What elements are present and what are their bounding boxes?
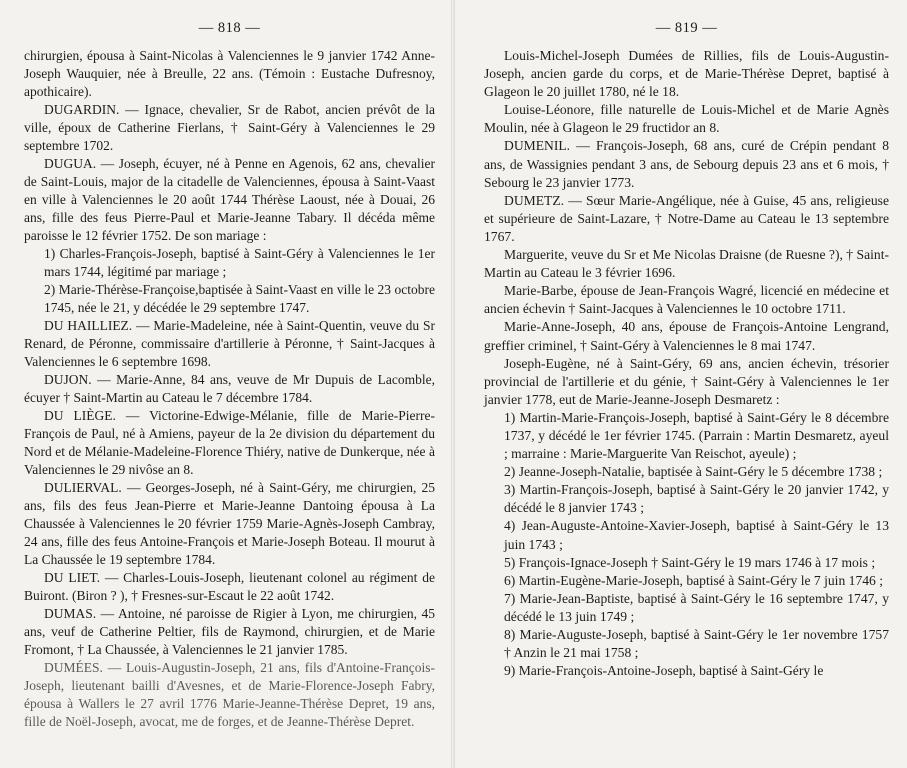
entry-paragraph: Marie-Anne-Joseph, 40 ans, épouse de François-Antoine Lengrand, greffier criminel, † Saint-Géry à Valenciennes le 8 mai 1747. bbox=[484, 319, 889, 353]
entry-child: 3) Martin-François-Joseph, baptisé à Saint-Géry le 20 janvier 1742, y décédé le 8 janvier 1743 ; bbox=[504, 482, 889, 516]
entry-dumees: DUMÉES. — Louis-Augustin-Joseph, 21 ans, fils d'Antoine-François-Joseph, lieutenant bailli d'Avesnes, et de Marie-Florence-Joseph Fabry, épousa à Wallers le 27 avril 1776 Marie-Jeanne-Thérèse Depret, 19 ans, fille de Noël-Joseph, avocat, me de forges, et de Jeanne-Thérèse Depret. bbox=[24, 660, 435, 729]
entry-child: 1) Charles-François-Joseph, baptisé à Saint-Géry à Valenciennes le 1er mars 1744, légitimé par mariage ; bbox=[44, 246, 435, 279]
entry-dumenil: DUMENIL. — François-Joseph, 68 ans, curé de Crépin pendant 8 ans, de Wassignies pendant 3 ans, de Sebourg depuis 23 ans et 6 mois, † Sebourg le 23 janvier 1773. bbox=[484, 138, 889, 190]
entry-dugua: DUGUA. — Joseph, écuyer, né à Penne en Agenois, 62 ans, chevalier de Saint-Louis, major de la citadelle de Valenciennes, épousa à Saint-Vaast en ville à Valenciennes le 20 août 1744 Thérèse Laoust, née à Douai, 26 ans, fille des feus Pierre-Paul et Marie-Jeanne Tabary. Il décéda même paroisse le 12 février 1752. De son mariage : bbox=[24, 156, 435, 243]
entry-dulierval: DULIERVAL. — Georges-Joseph, né à Saint-Géry, me chirurgien, 25 ans, fils des feus Jean-Pierre et Marie-Jeanne Dantoing épousa à La Chaussée à Valenciennes le 20 février 1759 Marie-Agnès-Joseph Cambray, 24 ans, fille des feus Antoine-François et Marie-Joseph Boteau. Il mourut à La Chaussée le 19 septembre 1784. bbox=[24, 480, 435, 567]
entry-dumetz: DUMETZ. — Sœur Marie-Angélique, née à Guise, 45 ans, religieuse et supérieure de Saint-Lazare, † Notre-Dame au Cateau le 13 septembre 1767. bbox=[484, 192, 889, 244]
entry-dugardin: DUGARDIN. — Ignace, chevalier, Sr de Rabot, ancien prévôt de la ville, époux de Catherine Fierlans, † Saint-Géry à Valenciennes le 29 septembre 1702. bbox=[24, 102, 435, 153]
entry-paragraph: chirurgien, épousa à Saint-Nicolas à Valenciennes le 9 janvier 1742 Anne-Joseph Wauquier, née à Breulle, 22 ans. (Témoin : Eustache Dufresnoy, apothicaire). bbox=[24, 48, 435, 99]
entry-du-liet: DU LIET. — Charles-Louis-Joseph, lieutenant colonel au régiment de Buiront. (Biron ? ), † Fresnes-sur-Escaut le 22 août 1742. bbox=[24, 570, 435, 603]
page-number-right: — 819 — bbox=[655, 20, 718, 36]
right-page bbox=[454, 0, 907, 768]
entry-paragraph: Louis-Michel-Joseph Dumées de Rillies, fils de Louis-Augustin-Joseph, ancien garde du corps, et de Marie-Thérèse Depret, baptisé à Glageon le 20 juillet 1780, né le 18. bbox=[484, 48, 889, 100]
entry-child: 8) Marie-Auguste-Joseph, baptisé à Saint-Géry le 1er novembre 1757 † Anzin le 21 mai 1758 ; bbox=[504, 627, 889, 661]
entry-child: 2) Jeanne-Joseph-Natalie, baptisée à Saint-Géry le 5 décembre 1738 ; bbox=[504, 464, 883, 480]
entry-child: 1) Martin-Marie-François-Joseph, baptisé à Saint-Géry le 8 décembre 1737, y décédé le 1er février 1745. (Parrain : Martin Desmaretz, ayeul ; marraine : Marie-Marguerite Van Reischot, ayeule) ; bbox=[504, 409, 889, 462]
entry-paragraph: Louise-Léonore, fille naturelle de Louis-Michel et de Marie Agnès Moulin, née à Glageon le 29 fructidor an 8. bbox=[484, 102, 889, 136]
entry-dumas: DUMAS. — Antoine, né paroisse de Rigier à Lyon, me chirurgien, 45 ans, veuf de Catherine Peltier, fils de Raymond, chirurgien, et de Marie Fromont, † La Chaussée, à Valenciennes le 21 janvier 1785. bbox=[24, 606, 435, 657]
entry-paragraph: Marguerite, veuve du Sr et Me Nicolas Draisne (de Ruesne ?), † Saint-Martin au Cateau le 3 février 1696. bbox=[484, 247, 889, 281]
entry-paragraph: Joseph-Eugène, né à Saint-Géry, 69 ans, ancien échevin, trésorier provincial de l'artillerie et du génie, † Saint-Géry à Valenciennes le 1er janvier 1778, eut de Marie-Jeanne-Joseph Desmaretz : bbox=[484, 355, 889, 407]
entry-child: 7) Marie-Jean-Baptiste, baptisé à Saint-Géry le 16 septembre 1747, y décédé le 13 juin 1749 ; bbox=[504, 590, 889, 624]
left-page bbox=[0, 0, 453, 768]
entry-child: 2) Marie-Thérèse-Françoise,baptisée à Saint-Vaast en ville le 23 octobre 1745, née le 21, y décédée le 29 septembre 1747. bbox=[44, 282, 435, 315]
page-number-left: — 818 — bbox=[198, 20, 261, 36]
entry-du-liege: DU LIÈGE. — Victorine-Edwige-Mélanie, fille de Marie-Pierre-François de Paul, né à Amiens, payeur de la 2e division du département du Nord et de Mélanie-Madeleine-Florence Thiéry, native de Dunkerque, née à Valenciennes le 29 nivôse an 8. bbox=[24, 408, 435, 477]
entry-du-hailliez: DU HAILLIEZ. — Marie-Madeleine, née à Saint-Quentin, veuve du Sr Renard, de Péronne, commissaire d'artillerie à Péronne, † Saint-Jacques à Valenciennes le 6 septembre 1698. bbox=[24, 318, 435, 369]
entry-paragraph: Marie-Barbe, épouse de Jean-François Wagré, licencié en médecine et ancien échevin † Saint-Jacques à Valenciennes le 10 octobre 1711. bbox=[484, 283, 889, 317]
entry-child: 4) Jean-Auguste-Antoine-Xavier-Joseph, baptisé à Saint-Géry le 13 juin 1743 ; bbox=[504, 518, 889, 552]
entry-child: 5) François-Ignace-Joseph † Saint-Géry le 19 mars 1746 à 17 mois ; bbox=[504, 554, 876, 570]
entry-child: 6) Martin-Eugène-Marie-Joseph, baptisé à Saint-Géry le 7 juin 1746 ; bbox=[504, 572, 884, 588]
entry-dujon: DUJON. — Marie-Anne, 84 ans, veuve de Mr Dupuis de Lacomble, écuyer † Saint-Martin au Cateau le 7 décembre 1784. bbox=[24, 372, 435, 405]
entry-child: 9) Marie-François-Antoine-Joseph, baptisé à Saint-Géry le bbox=[504, 663, 824, 679]
